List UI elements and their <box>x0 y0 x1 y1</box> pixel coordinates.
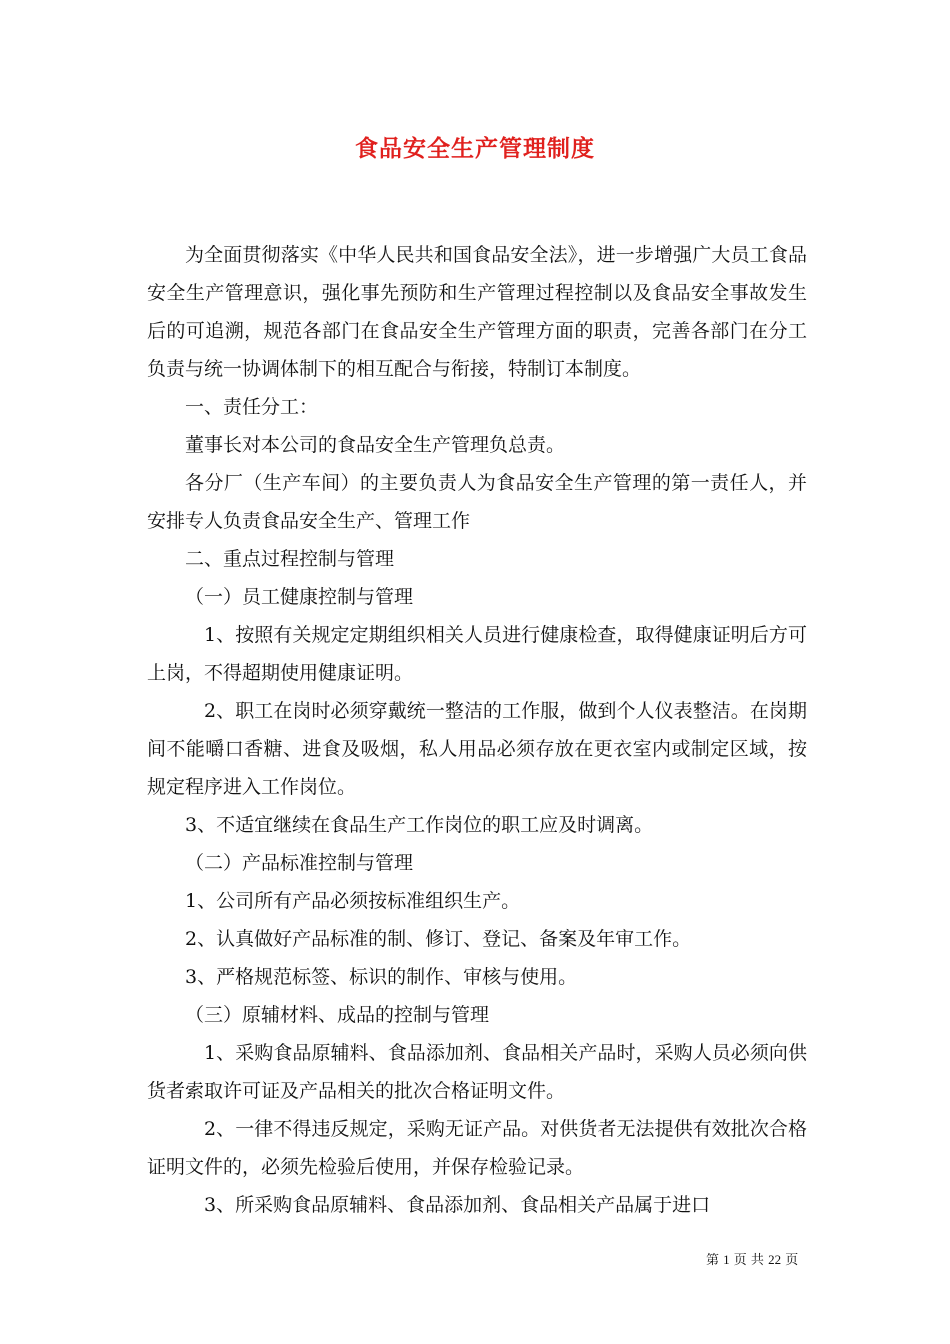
list-item-standards-3: 3、严格规范标签、标识的制作、审核与使用。 <box>185 966 578 988</box>
list-item-materials-3: 3、所采购食品原辅料、食品添加剂、食品相关产品属于进口 <box>204 1194 711 1216</box>
list-item-health-1: 1、按照有关规定定期组织相关人员进行健康检查，取得健康证明后方可上岗，不得超期使用健康证明。 <box>147 624 807 684</box>
footer-middle: 页 共 <box>733 1253 764 1268</box>
list-item-materials-2: 2、一律不得违反规定，采购无证产品。对供货者无法提供有效批次合格证明文件的，必须先检验后使用，并保存检验记录。 <box>147 1118 807 1178</box>
document-title: 食品安全生产管理制度 <box>355 135 595 162</box>
paragraph-branch-factory: 各分厂（生产车间）的主要负责人为食品安全生产管理的第一责任人，并安排专人负责食品安全生产、管理工作 <box>147 472 807 532</box>
document-body <box>147 236 807 1224</box>
intro-paragraph: 为全面贯彻落实《中华人民共和国食品安全法》，进一步增强广大员工食品安全生产管理意识，强化事先预防和生产管理过程控制以及食品安全事故发生后的可追溯，规范各部门在食品安全生产管理方面的职责，完善各部门在分工负责与统一协调体制下的相互配合与衔接，特制订本制度。 <box>147 244 807 380</box>
subsection-heading-health: （一）员工健康控制与管理 <box>185 586 414 608</box>
list-item-standards-1: 1、公司所有产品必须按标准组织生产。 <box>185 890 521 912</box>
footer-prefix: 第 <box>706 1253 720 1268</box>
footer-suffix: 页 <box>785 1253 799 1268</box>
page-footer <box>706 1249 798 1268</box>
section-heading-responsibility: 一、责任分工： <box>185 396 319 418</box>
list-item-standards-2: 2、认真做好产品标准的制、修订、登记、备案及年审工作。 <box>185 928 692 950</box>
list-item-health-3: 3、不适宜继续在食品生产工作岗位的职工应及时调离。 <box>185 814 654 836</box>
subsection-heading-materials: （三）原辅材料、成品的控制与管理 <box>185 1004 490 1026</box>
section-heading-key-process: 二、重点过程控制与管理 <box>185 548 395 570</box>
paragraph-chairman: 董事长对本公司的食品安全生产管理负总责。 <box>185 434 566 456</box>
footer-total-pages: 22 <box>768 1252 782 1267</box>
footer-page-number: 1 <box>723 1252 730 1267</box>
list-item-health-2: 2、职工在岗时必须穿戴统一整洁的工作服，做到个人仪表整洁。在岗期间不能嚼口香糖、进食及吸烟，私人用品必须存放在更衣室内或制定区域，按规定程序进入工作岗位。 <box>147 700 807 798</box>
subsection-heading-standards: （二）产品标准控制与管理 <box>185 852 414 874</box>
list-item-materials-1: 1、采购食品原辅料、食品添加剂、食品相关产品时，采购人员必须向供货者索取许可证及产品相关的批次合格证明文件。 <box>147 1042 807 1102</box>
